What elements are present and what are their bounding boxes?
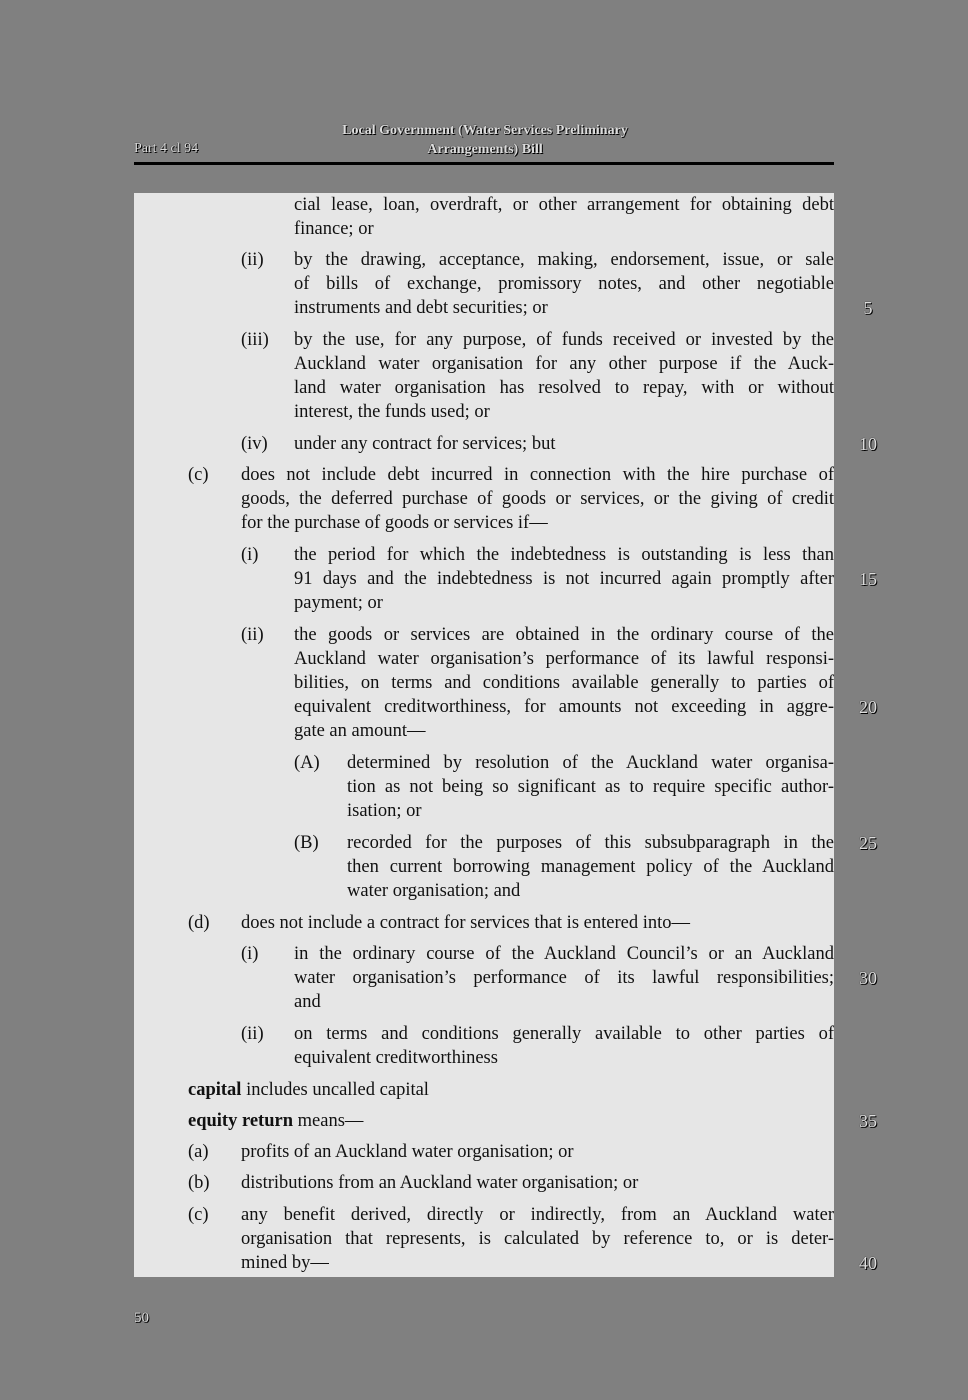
text-line: Auckland water organisation’s performance of its lawful responsi- [294,649,834,669]
paragraph-label: (ii) [241,250,264,270]
paragraph-label: (d) [188,913,210,933]
text-line: does not include a contract for services that is entered into— [241,913,690,933]
text-line: equivalent creditworthiness, for amounts not exceeding in aggre- [294,697,834,717]
text-line: land water organisation has resolved to repay, with or without [294,378,834,398]
line-number: 10 [859,434,877,454]
text-line: organisation that represents, is calculated by reference to, or is deter- [241,1229,834,1249]
line-number: 30 [859,968,877,988]
paragraph-label: (i) [241,944,259,964]
text-line: of bills of exchange, promissory notes, and other negotiable [294,274,834,294]
text-line: and [294,992,321,1012]
paragraph-label: (iv) [241,434,268,454]
text-line: the goods or services are obtained in the ordinary course of the [294,625,834,645]
paragraph-label: (a) [188,1142,209,1162]
text-line: water organisation; and [347,881,521,901]
line-number: 40 [859,1253,877,1273]
text-line: by the use, for any purpose, of funds received or invested by the [294,330,834,350]
paragraph-label: (i) [241,545,259,565]
defined-term: capital [188,1080,242,1100]
text-line: determined by resolution of the Auckland water organisa- [347,753,834,773]
line-number: 25 [859,833,877,853]
line-number: 20 [859,697,877,717]
paragraph-label: (c) [188,1205,209,1225]
text-line: in the ordinary course of the Auckland Council’s or an Auckland [294,944,834,964]
part-clause-ref: Part 4 cl 94 [134,141,199,156]
running-title [300,121,670,159]
text-line: cial lease, loan, overdraft, or other arrangement for obtaining debt [294,195,834,215]
text-line: then current borrowing management policy of the Auckland [347,857,834,877]
text-line: any benefit derived, directly or indirectly, from an Auckland water [241,1205,834,1225]
text-line: payment; or [294,593,383,613]
text-line: water organisation’s performance of its lawful responsibilities; [294,968,834,988]
running-title-line2: Arrangements) Bill [427,142,543,157]
text-line: profits of an Auckland water organisation; or [241,1142,574,1162]
text-line: by the drawing, acceptance, making, endorsement, issue, or sale [294,250,834,270]
text-line: for the purchase of goods or services if— [241,513,548,533]
paragraph-label: (A) [294,753,320,773]
text-line: equivalent creditworthiness [294,1048,498,1068]
running-title-line1: Local Government (Water Services Preliminary [342,123,628,138]
text-line: mined by— [241,1253,329,1273]
paragraph-label: (c) [188,465,209,485]
text-line: goods, the deferred purchase of goods or services, or the giving of credit [241,489,834,509]
text-line: finance; or [294,219,374,239]
defined-term: equity return [188,1111,294,1131]
text-line: gate an amount— [294,721,426,741]
paragraph-label: (b) [188,1173,210,1193]
paragraph-label: (ii) [241,625,264,645]
paragraph-label: (iii) [241,330,269,350]
definition-equity-return: equity return means— [188,1111,364,1131]
text-line: interest, the funds used; or [294,402,490,422]
line-number: 35 [859,1111,877,1131]
line-number: 5 [863,298,873,318]
text-line: on terms and conditions generally available to other parties of [294,1024,834,1044]
text-line: distributions from an Auckland water organisation; or [241,1173,639,1193]
page-number: 50 [134,1310,149,1326]
line-number: 15 [859,569,877,589]
header-rule [134,162,834,165]
text-line: recorded for the purposes of this subsubparagraph in the [347,833,834,853]
text-line: bilities, on terms and conditions available generally to parties of [294,673,834,693]
definition-capital: capital includes uncalled capital [188,1080,429,1100]
paragraph-label: (ii) [241,1024,264,1044]
text-line: isation; or [347,801,422,821]
text-line: tion as not being so significant as to require specific author- [347,777,834,797]
text-line: 91 days and the indebtedness is not incurred again promptly after [294,569,834,589]
text-line: under any contract for services; but [294,434,556,454]
text-line: does not include debt incurred in connection with the hire purchase of [241,465,834,485]
text-line: instruments and debt securities; or [294,298,548,318]
text-line: Auckland water organisation for any other purpose if the Auck- [294,354,834,374]
text-line: the period for which the indebtedness is outstanding is less than [294,545,834,565]
paragraph-label: (B) [294,833,319,853]
